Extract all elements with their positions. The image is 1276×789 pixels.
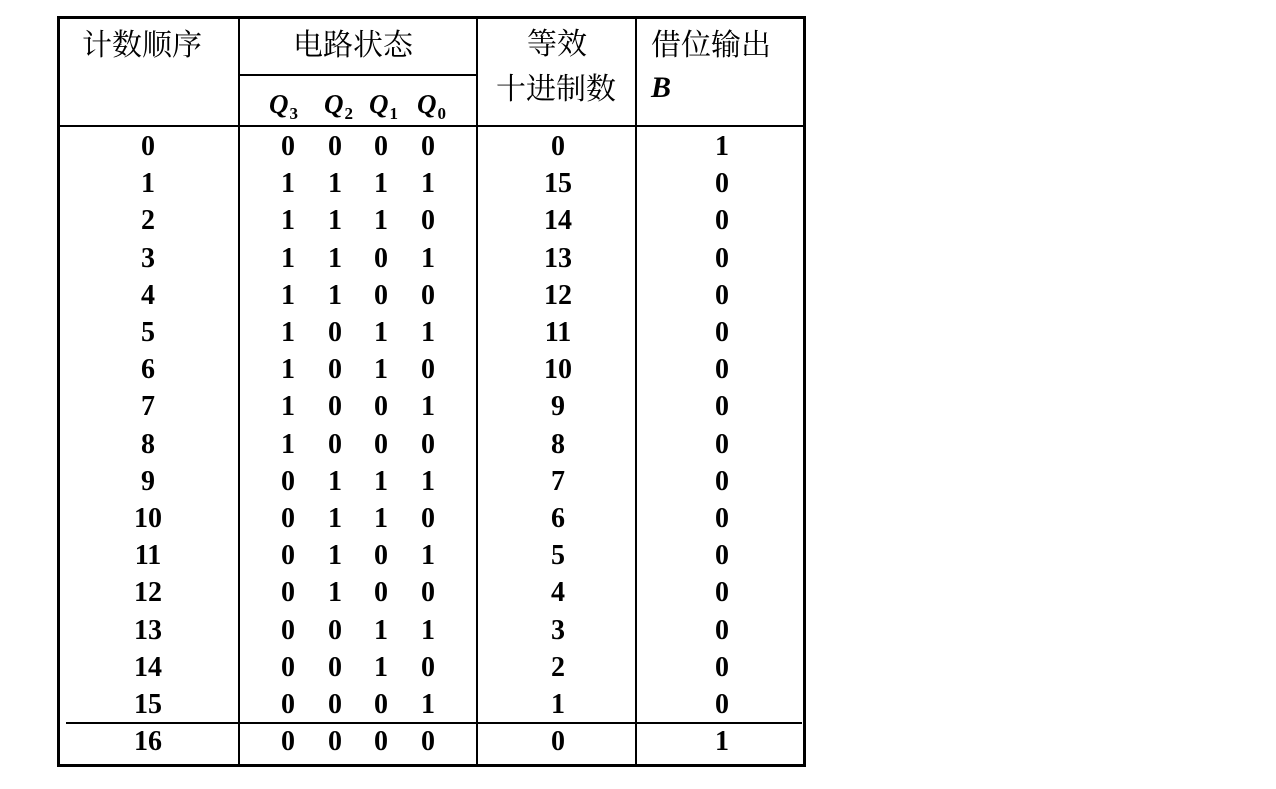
q0-cell: 1 xyxy=(421,540,435,571)
seq-cell: 12 xyxy=(134,577,162,608)
q0-cell: 0 xyxy=(421,429,435,460)
seq-cell: 6 xyxy=(141,354,155,385)
column-divider-seq-state xyxy=(238,17,240,766)
decimal-cell: 5 xyxy=(551,540,565,571)
seq-cell: 8 xyxy=(141,429,155,460)
q2-cell: 1 xyxy=(328,243,342,274)
q0-cell: 1 xyxy=(421,615,435,646)
q3-cell: 0 xyxy=(281,466,295,497)
q3-cell: 0 xyxy=(281,577,295,608)
q2-cell: 0 xyxy=(328,615,342,646)
seq-cell: 7 xyxy=(141,391,155,422)
borrow-cell: 1 xyxy=(715,131,729,162)
q1-cell: 0 xyxy=(374,131,388,162)
q2-cell: 0 xyxy=(328,652,342,683)
borrow-cell: 0 xyxy=(715,243,729,274)
seq-cell: 5 xyxy=(141,317,155,348)
header-q1: $Q_1$ xyxy=(369,89,398,123)
header-circuit-state: 电路状态 xyxy=(293,28,413,63)
q3-cell: 1 xyxy=(281,280,295,311)
q0-cell: 0 xyxy=(421,503,435,534)
q2-cell: 1 xyxy=(328,280,342,311)
decimal-cell: 3 xyxy=(551,615,565,646)
q1-cell: 1 xyxy=(374,168,388,199)
q2-cell: 0 xyxy=(328,689,342,720)
borrow-cell: 0 xyxy=(715,689,729,720)
q2-cell: 0 xyxy=(328,429,342,460)
decimal-cell: 9 xyxy=(551,391,565,422)
borrow-cell: 0 xyxy=(715,354,729,385)
q1-cell: 1 xyxy=(374,652,388,683)
q1-cell: 0 xyxy=(374,726,388,757)
state-subheader-rule xyxy=(239,74,477,76)
decimal-cell: 0 xyxy=(551,726,565,757)
q1-cell: 0 xyxy=(374,280,388,311)
q1-cell: 0 xyxy=(374,391,388,422)
borrow-cell: 0 xyxy=(715,466,729,497)
q3-cell: 0 xyxy=(281,131,295,162)
decimal-cell: 0 xyxy=(551,131,565,162)
q3-cell: 1 xyxy=(281,429,295,460)
column-divider-dec-borrow xyxy=(635,17,637,766)
seq-cell: 14 xyxy=(134,652,162,683)
q1-cell: 0 xyxy=(374,577,388,608)
seq-cell: 16 xyxy=(134,726,162,757)
q3-cell: 1 xyxy=(281,317,295,348)
q0-cell: 0 xyxy=(421,354,435,385)
q0-cell: 1 xyxy=(421,391,435,422)
seq-cell: 3 xyxy=(141,243,155,274)
decimal-cell: 14 xyxy=(544,205,572,236)
borrow-cell: 0 xyxy=(715,205,729,236)
decimal-cell: 10 xyxy=(544,354,572,385)
q2-cell: 1 xyxy=(328,168,342,199)
seq-cell: 10 xyxy=(134,503,162,534)
borrow-cell: 0 xyxy=(715,391,729,422)
q1-cell: 1 xyxy=(374,205,388,236)
decimal-cell: 11 xyxy=(544,317,572,348)
q0-cell: 0 xyxy=(421,652,435,683)
q2-cell: 0 xyxy=(328,131,342,162)
decimal-cell: 12 xyxy=(544,280,572,311)
q2-cell: 1 xyxy=(328,540,342,571)
q0-cell: 0 xyxy=(421,577,435,608)
borrow-cell: 0 xyxy=(715,429,729,460)
q3-cell: 1 xyxy=(281,354,295,385)
q2-cell: 0 xyxy=(328,391,342,422)
q3-cell: 0 xyxy=(281,503,295,534)
q2-cell: 1 xyxy=(328,503,342,534)
q1-cell: 0 xyxy=(374,243,388,274)
q1-cell: 0 xyxy=(374,429,388,460)
q1-cell: 1 xyxy=(374,317,388,348)
decimal-cell: 1 xyxy=(551,689,565,720)
q0-cell: 1 xyxy=(421,243,435,274)
header-q0: $Q_0$ xyxy=(417,89,446,123)
q2-cell: 0 xyxy=(328,317,342,348)
q0-cell: 1 xyxy=(421,689,435,720)
q0-cell: 1 xyxy=(421,466,435,497)
decimal-cell: 13 xyxy=(544,243,572,274)
borrow-cell: 0 xyxy=(715,317,729,348)
borrow-cell: 0 xyxy=(715,652,729,683)
seq-cell: 13 xyxy=(134,615,162,646)
last-row-rule xyxy=(66,722,802,724)
q0-cell: 0 xyxy=(421,280,435,311)
header-decimal: 十进制数 xyxy=(496,72,616,107)
decimal-cell: 6 xyxy=(551,503,565,534)
q0-cell: 1 xyxy=(421,317,435,348)
q3-cell: 1 xyxy=(281,205,295,236)
q0-cell: 0 xyxy=(421,205,435,236)
header-count-sequence: 计数顺序 xyxy=(82,28,202,63)
borrow-cell: 0 xyxy=(715,280,729,311)
q0-cell: 1 xyxy=(421,168,435,199)
header-q3: $Q_3$ xyxy=(269,89,298,123)
q1-cell: 0 xyxy=(374,540,388,571)
seq-cell: 1 xyxy=(141,168,155,199)
seq-cell: 0 xyxy=(141,131,155,162)
q3-cell: 1 xyxy=(281,391,295,422)
q3-cell: 0 xyxy=(281,689,295,720)
q3-cell: 1 xyxy=(281,168,295,199)
q0-cell: 0 xyxy=(421,726,435,757)
q0-cell: 0 xyxy=(421,131,435,162)
q3-cell: 1 xyxy=(281,243,295,274)
q3-cell: 0 xyxy=(281,615,295,646)
decimal-cell: 2 xyxy=(551,652,565,683)
seq-cell: 11 xyxy=(134,540,162,571)
q2-cell: 0 xyxy=(328,354,342,385)
decimal-cell: 15 xyxy=(544,168,572,199)
column-divider-state-dec xyxy=(476,17,478,766)
q1-cell: 1 xyxy=(374,615,388,646)
header-q2: $Q_2$ xyxy=(324,89,353,123)
seq-cell: 4 xyxy=(141,280,155,311)
header-equivalent: 等效 xyxy=(527,27,587,62)
decimal-cell: 4 xyxy=(551,577,565,608)
q2-cell: 0 xyxy=(328,726,342,757)
decimal-cell: 7 xyxy=(551,466,565,497)
q2-cell: 1 xyxy=(328,466,342,497)
decimal-cell: 8 xyxy=(551,429,565,460)
borrow-cell: 0 xyxy=(715,540,729,571)
q3-cell: 0 xyxy=(281,540,295,571)
borrow-cell: 0 xyxy=(715,168,729,199)
q1-cell: 1 xyxy=(374,503,388,534)
header-borrow-symbol: B xyxy=(651,71,672,104)
q2-cell: 1 xyxy=(328,577,342,608)
q3-cell: 0 xyxy=(281,652,295,683)
q1-cell: 0 xyxy=(374,689,388,720)
q3-cell: 0 xyxy=(281,726,295,757)
seq-cell: 15 xyxy=(134,689,162,720)
borrow-cell: 0 xyxy=(715,503,729,534)
header-borrow-output: 借位输出 xyxy=(651,28,771,63)
seq-cell: 9 xyxy=(141,466,155,497)
q1-cell: 1 xyxy=(374,354,388,385)
borrow-cell: 1 xyxy=(715,726,729,757)
q2-cell: 1 xyxy=(328,205,342,236)
seq-cell: 2 xyxy=(141,205,155,236)
q1-cell: 1 xyxy=(374,466,388,497)
borrow-cell: 0 xyxy=(715,615,729,646)
borrow-cell: 0 xyxy=(715,577,729,608)
